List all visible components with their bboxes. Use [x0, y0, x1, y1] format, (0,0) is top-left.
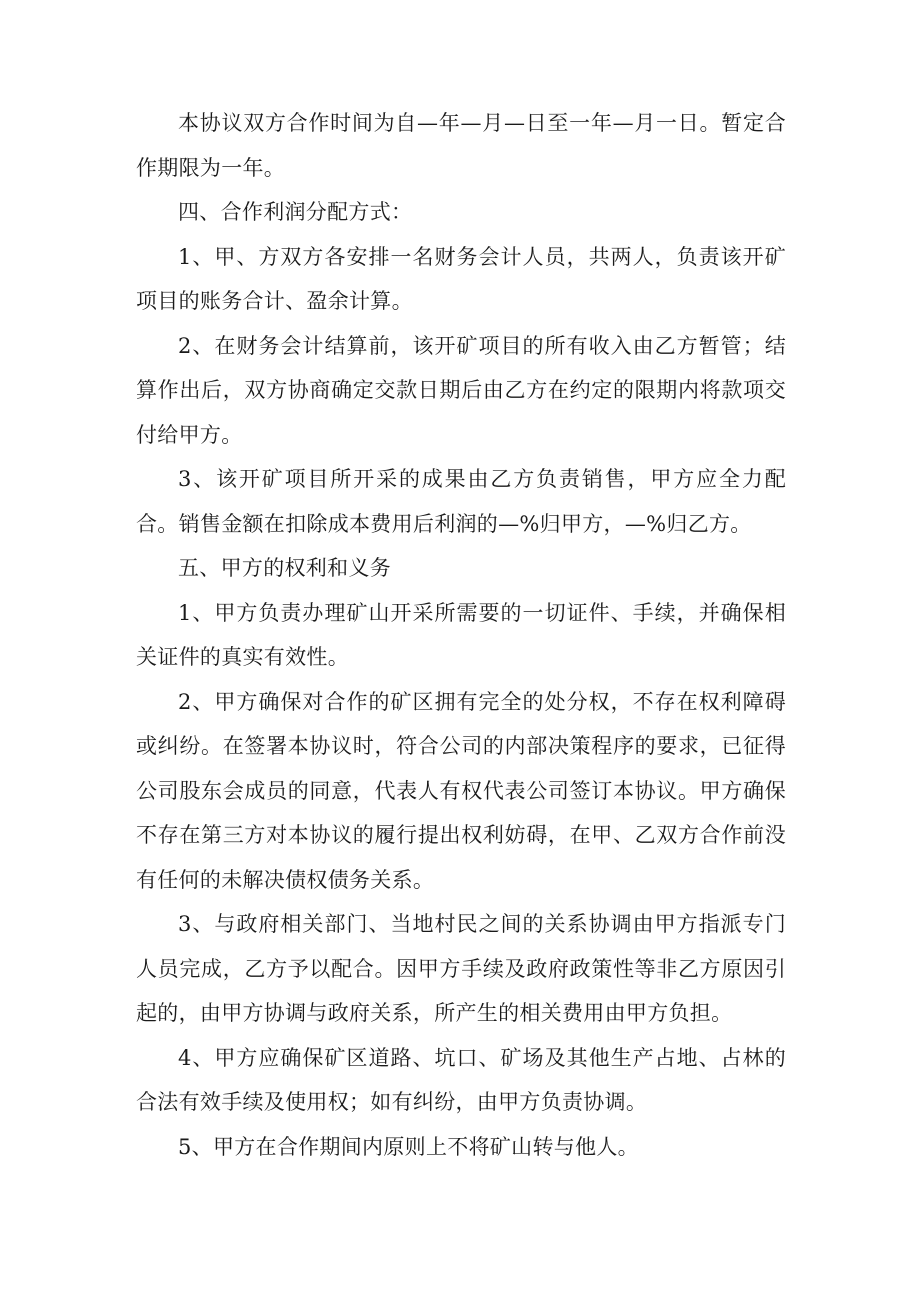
paragraph-settlement: 2、在财务会计结算前，该开矿项目的所有收入由乙方暂管；结算作出后，双方协商确定交款日期后由乙方在约定的限期内将款项交付给甲方。	[136, 333, 786, 447]
paragraph-finance-staff: 1、甲、方双方各安排一名财务会计人员，共两人，负责该开矿项目的账务合计、盈余计算。	[136, 244, 786, 313]
paragraph-disposal-rights: 2、甲方确保对合作的矿区拥有完全的处分权，不存在权利障碍或纠纷。在签署本协议时，符合公司的内部决策程序的要求，已征得公司股东会成员的同意，代表人有权代表公司签订本协议。甲方确保不存在第三方对本协议的履行提出权利妨碍，在甲、乙双方合作前没有任何的未解决债权债务关系。	[136, 689, 786, 892]
paragraph-cooperation-term: 本协议双方合作时间为自—年—月—日至一年—月一日。暂定合作期限为一年。	[136, 111, 786, 180]
paragraph-land-use: 4、甲方应确保矿区道路、坑口、矿场及其他生产占地、占林的合法有效手续及使用权；如有纠纷，由甲方负责协调。	[136, 1045, 786, 1114]
paragraph-licenses: 1、甲方负责办理矿山开采所需要的一切证件、手续，并确保相关证件的真实有效性。	[136, 600, 786, 669]
paragraph-no-transfer: 5、甲方在合作期间内原则上不将矿山转与他人。	[178, 1134, 639, 1159]
document-body	[136, 101, 786, 1169]
heading-profit-distribution: 四、合作利润分配方式：	[178, 200, 413, 224]
paragraph-sales: 3、该开矿项目所开采的成果由乙方负责销售，甲方应全力配合。销售金额在扣除成本费用后利润的—%归甲方，—%归乙方。	[136, 467, 786, 536]
heading-party-a-rights: 五、甲方的权利和义务	[178, 556, 391, 580]
paragraph-government-relations: 3、与政府相关部门、当地村民之间的关系协调由甲方指派专门人员完成，乙方予以配合。因甲方手续及政府政策性等非乙方原因引起的，由甲方协调与政府关系，所产生的相关费用由甲方负担。	[136, 912, 786, 1025]
